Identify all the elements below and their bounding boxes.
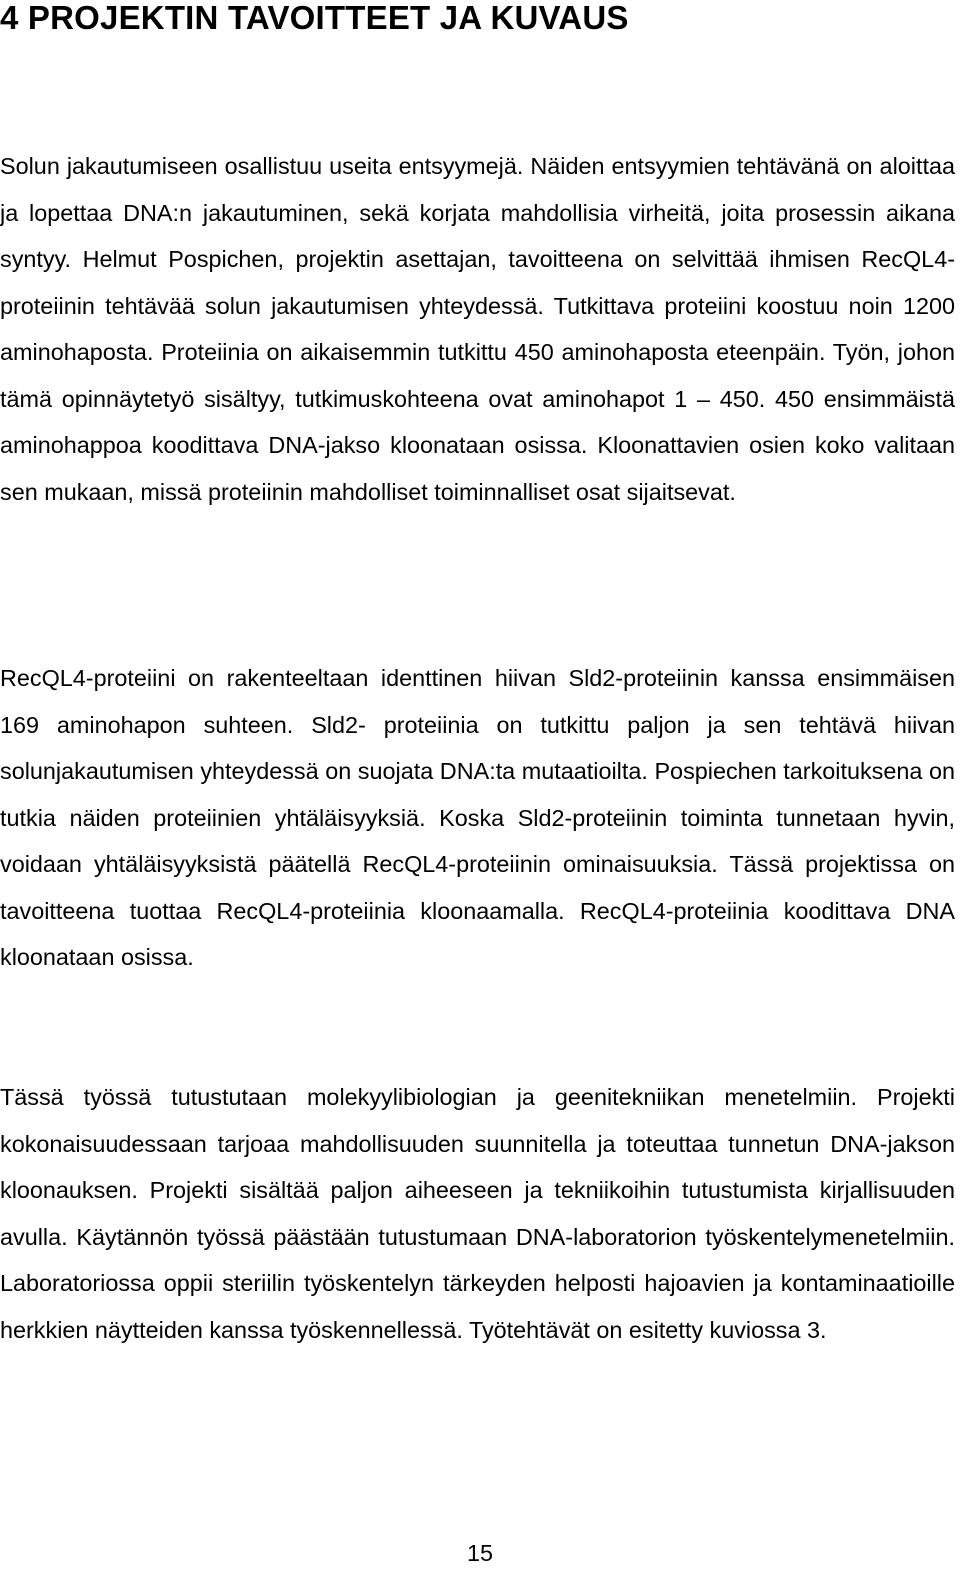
page-number: 15 [466, 1540, 494, 1566]
paragraph-project-goals: Solun jakautumiseen osallistuu useita entsyymejä. Näiden entsyymien tehtävänä on aloittaa ja lopettaa DNA:n jakautuminen, sekä korjata mahdollisia virheitä, joita prosessin aikana syntyy. Helmut Pospichen, projektin asettajan, tavoitteena on selvittää ihmisen RecQL4-proteiinin tehtävää solun jakautumisen yhteydessä. Tutkittava proteiini koostuu noin 1200 aminohaposta. Proteiinia on aikaisemmin tutkittu 450 aminohaposta eteenpäin. Työn, johon tämä opinnäytetyö sisältyy, tutkimuskohteena ovat aminohapot 1 – 450. 450 ensimmäistä aminohappoa koodittava DNA-jakso kloonataan osissa. Kloonattavien osien koko valitaan sen mukaan, missä proteiinin mahdolliset toiminnalliset osat sijaitsevat. [0, 153, 955, 505]
paragraph-sld2-comparison: RecQL4-proteiini on rakenteeltaan identtinen hiivan Sld2-proteiinin kanssa ensimmäisen 169 aminohapon suhteen. Sld2- proteiinia on tutkittu paljon ja sen tehtävä hiivan solunjakautumisen yhteydessä on suojata DNA:ta mutaatioilta. Pospiechen tarkoituksena on tutkia näiden proteiinien yhtäläisyyksiä. Koska Sld2-proteiinin toiminta tunnetaan hyvin, voidaan yhtäläisyyksistä päätellä RecQL4-proteiinin ominaisuuksia. Tässä projektissa on tavoitteena tuottaa RecQL4-proteiinia kloonaamalla. RecQL4-proteiinia koodittava DNA kloonataan osissa. [0, 665, 955, 970]
section-heading: 4 PROJEKTIN TAVOITTEET JA KUVAUS [0, 0, 629, 36]
paragraph-methods: Tässä työssä tutustutaan molekyylibiologian ja geenitekniikan menetelmiin. Projekti kokonaisuudessaan tarjoaa mahdollisuuden suunnitella ja toteuttaa tunnetun DNA-jakson kloonauksen. Projekti sisältää paljon aiheeseen ja tekniikoihin tutustumista kirjallisuuden avulla. Käytännön työssä päästään tutustumaan DNA-laboratorion työskentelymenetelmiin. Laboratoriossa oppii steriilin työskentelyn tärkeyden helposti hajoavien ja kontaminaatioille herkkien näytteiden kanssa työskennellessä. Työtehtävät on esitetty kuviossa 3. [0, 1084, 955, 1343]
